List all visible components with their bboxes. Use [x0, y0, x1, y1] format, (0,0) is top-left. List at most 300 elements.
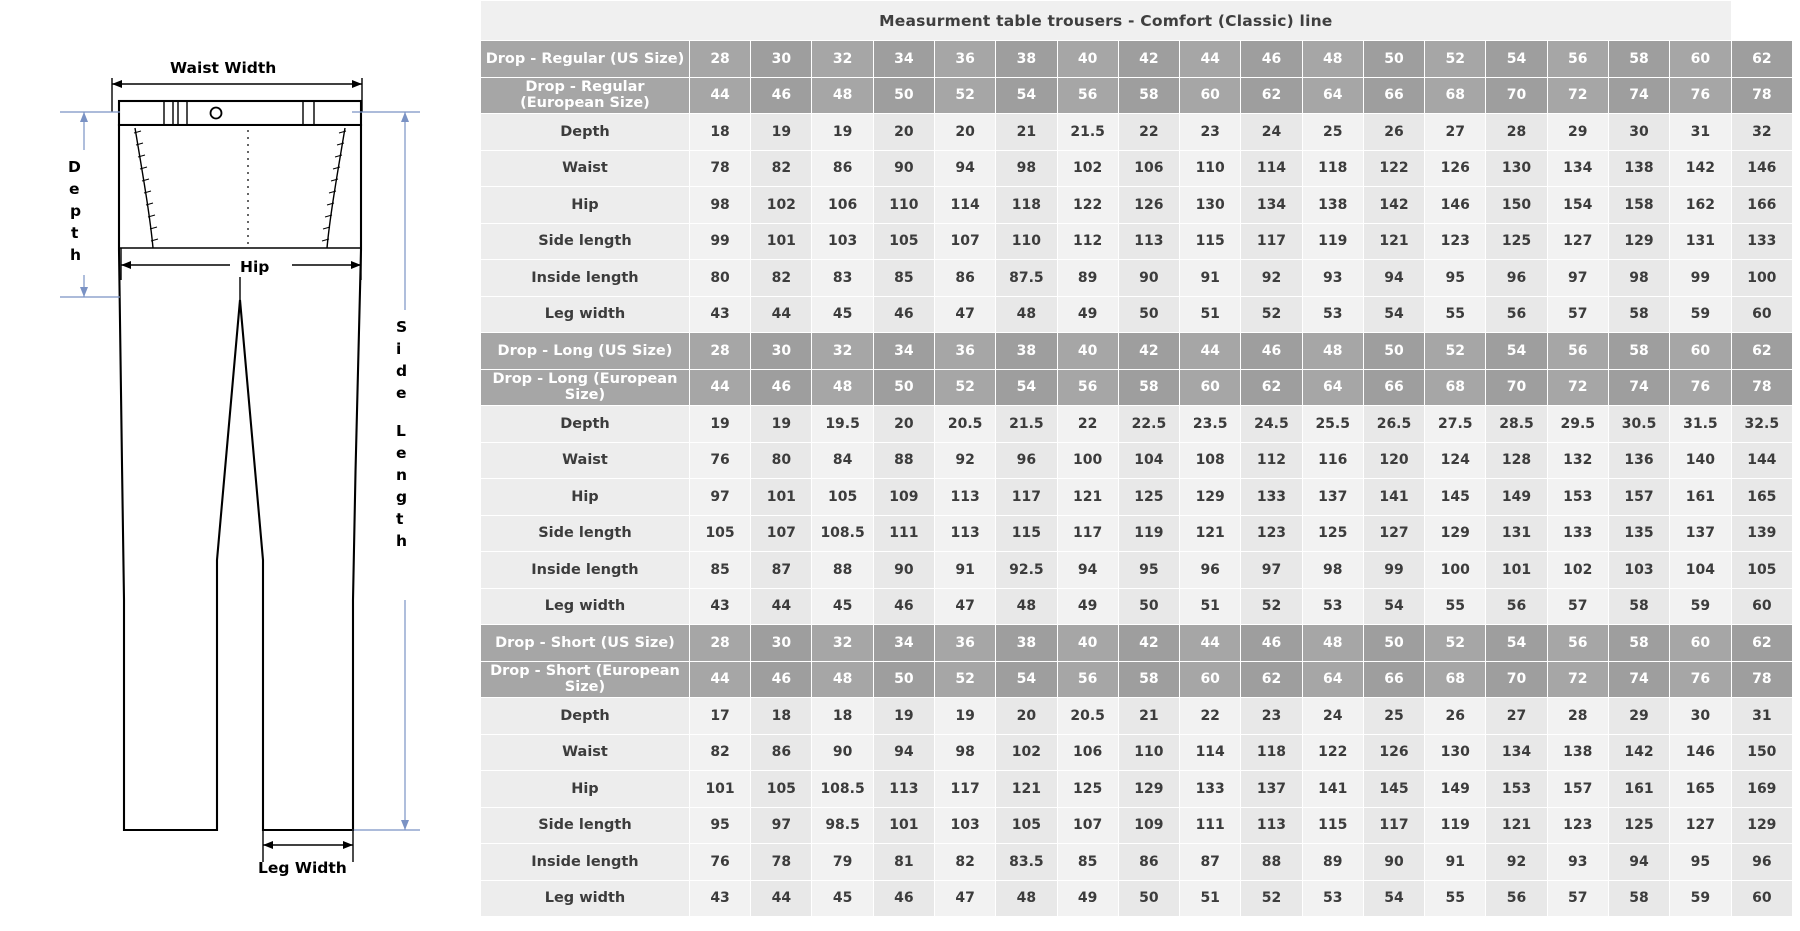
measurement-cell: 28	[689, 41, 750, 78]
measurement-cell: 57	[1547, 296, 1608, 333]
measurement-cell: 46	[873, 588, 934, 625]
measurement-cell: 125	[1486, 223, 1547, 260]
measurement-cell: 28.5	[1486, 406, 1547, 443]
measurement-cell: 142	[1608, 734, 1669, 771]
measurement-cell: 74	[1608, 369, 1669, 406]
measurement-cell: 125	[1608, 807, 1669, 844]
measurement-cell: 122	[1057, 187, 1118, 224]
measurement-row	[481, 260, 1793, 297]
measurement-cell: 117	[996, 479, 1057, 516]
measurement-cell: 103	[812, 223, 873, 260]
measurement-cell: 23	[1241, 698, 1302, 735]
measurement-cell: 30	[751, 333, 812, 370]
measurement-cell: 76	[1670, 661, 1731, 698]
measurement-cell: 58	[1118, 661, 1179, 698]
measurement-cell: 103	[934, 807, 995, 844]
measurement-row	[481, 223, 1793, 260]
measurement-cell: 85	[873, 260, 934, 297]
measurement-cell: 82	[751, 150, 812, 187]
measurement-cell: 78	[689, 150, 750, 187]
measurement-cell: 19.5	[812, 406, 873, 443]
measurement-cell: 95	[1425, 260, 1486, 297]
measurement-cell: 57	[1547, 588, 1608, 625]
measurement-cell: 138	[1608, 150, 1669, 187]
measurement-cell: 49	[1057, 296, 1118, 333]
measurement-cell: 106	[1057, 734, 1118, 771]
svg-text:e: e	[69, 180, 80, 198]
measurement-cell: 18	[689, 114, 750, 151]
measurement-row	[481, 515, 1793, 552]
svg-text:D: D	[68, 158, 81, 176]
measurement-cell: 106	[1118, 150, 1179, 187]
measurement-cell: 60	[1731, 296, 1792, 333]
measurement-cell: 59	[1670, 880, 1731, 917]
measurement-cell: 36	[934, 333, 995, 370]
measurement-cell: 146	[1670, 734, 1731, 771]
measurement-cell: 139	[1731, 515, 1792, 552]
measurement-cell: 59	[1670, 296, 1731, 333]
measurement-cell: 46	[751, 77, 812, 114]
measurement-cell: 51	[1180, 588, 1241, 625]
svg-text:h: h	[396, 532, 408, 550]
measurement-cell: 129	[1180, 479, 1241, 516]
measurement-cell: 21.5	[1057, 114, 1118, 151]
measurement-cell: 46	[1241, 333, 1302, 370]
size-header-row	[481, 41, 1793, 78]
measurement-cell: 113	[1241, 807, 1302, 844]
measurement-cell: 118	[996, 187, 1057, 224]
measurement-cell: 70	[1486, 369, 1547, 406]
row-label: Drop - Long (US Size)	[481, 333, 690, 370]
measurement-cell: 46	[1241, 625, 1302, 662]
measurement-cell: 101	[873, 807, 934, 844]
measurement-cell: 113	[934, 479, 995, 516]
measurement-cell: 48	[996, 296, 1057, 333]
measurement-row	[481, 552, 1793, 589]
measurement-cell: 48	[812, 77, 873, 114]
row-label: Drop - Short (European Size)	[481, 661, 690, 698]
measurement-cell: 22.5	[1118, 406, 1179, 443]
measurement-cell: 138	[1547, 734, 1608, 771]
measurement-row	[481, 187, 1793, 224]
measurement-cell: 60	[1180, 661, 1241, 698]
measurement-cell: 46	[873, 880, 934, 917]
measurement-cell: 29	[1547, 114, 1608, 151]
measurement-cell: 51	[1180, 296, 1241, 333]
measurement-cell: 52	[1241, 296, 1302, 333]
measurement-cell: 32.5	[1731, 406, 1792, 443]
measurement-cell: 62	[1731, 333, 1792, 370]
measurement-cell: 25.5	[1302, 406, 1363, 443]
measurement-cell: 60	[1180, 77, 1241, 114]
measurement-cell: 72	[1547, 369, 1608, 406]
trouser-body	[119, 125, 361, 830]
measurement-cell: 133	[1180, 771, 1241, 808]
measurement-cell: 24.5	[1241, 406, 1302, 443]
measurement-cell: 51	[1180, 880, 1241, 917]
measurement-cell: 28	[1486, 114, 1547, 151]
measurement-cell: 153	[1547, 479, 1608, 516]
measurement-cell: 127	[1670, 807, 1731, 844]
measurement-cell: 103	[1608, 552, 1669, 589]
measurement-cell: 54	[1486, 625, 1547, 662]
measurement-cell: 122	[1363, 150, 1424, 187]
measurement-cell: 98	[689, 187, 750, 224]
measurement-cell: 146	[1731, 150, 1792, 187]
measurement-cell: 53	[1302, 880, 1363, 917]
measurement-cell: 108.5	[812, 515, 873, 552]
measurement-cell: 93	[1547, 844, 1608, 881]
measurement-cell: 129	[1731, 807, 1792, 844]
measurement-cell: 30.5	[1608, 406, 1669, 443]
measurement-cell: 116	[1302, 442, 1363, 479]
measurement-cell: 70	[1486, 77, 1547, 114]
measurement-cell: 78	[1731, 369, 1792, 406]
svg-text:S: S	[396, 318, 408, 336]
measurement-cell: 20	[996, 698, 1057, 735]
measurement-cell: 95	[689, 807, 750, 844]
row-label: Drop - Short (US Size)	[481, 625, 690, 662]
measurement-row	[481, 771, 1793, 808]
measurement-cell: 36	[934, 41, 995, 78]
measurement-cell: 44	[751, 296, 812, 333]
svg-text:t: t	[396, 510, 404, 528]
measurement-cell: 131	[1486, 515, 1547, 552]
measurement-cell: 26	[1363, 114, 1424, 151]
measurement-cell: 109	[873, 479, 934, 516]
measurement-cell: 21	[1118, 698, 1179, 735]
measurement-cell: 121	[1180, 515, 1241, 552]
measurement-cell: 80	[689, 260, 750, 297]
measurement-cell: 113	[934, 515, 995, 552]
measurement-cell: 94	[934, 150, 995, 187]
measurement-cell: 34	[873, 41, 934, 78]
row-label: Depth	[481, 406, 690, 443]
measurement-row	[481, 296, 1793, 333]
measurement-cell: 123	[1425, 223, 1486, 260]
measurement-cell: 46	[751, 661, 812, 698]
measurement-cell: 32	[1731, 114, 1792, 151]
measurement-cell: 99	[689, 223, 750, 260]
svg-text:h: h	[70, 246, 82, 264]
measurement-cell: 133	[1241, 479, 1302, 516]
hip-label: Hip	[240, 258, 270, 276]
measurement-cell: 28	[1547, 698, 1608, 735]
measurement-cell: 44	[689, 661, 750, 698]
measurement-cell: 60	[1180, 369, 1241, 406]
measurement-cell: 50	[873, 369, 934, 406]
measurement-cell: 47	[934, 880, 995, 917]
measurement-cell: 31.5	[1670, 406, 1731, 443]
measurement-cell: 95	[1118, 552, 1179, 589]
measurement-cell: 50	[1118, 880, 1179, 917]
measurement-cell: 20	[934, 114, 995, 151]
row-label: Depth	[481, 698, 690, 735]
measurement-cell: 87.5	[996, 260, 1057, 297]
measurement-cell: 106	[812, 187, 873, 224]
measurement-cell: 70	[1486, 661, 1547, 698]
measurement-cell: 109	[1118, 807, 1179, 844]
measurement-cell: 85	[1057, 844, 1118, 881]
trouser-diagram	[0, 0, 480, 931]
measurement-cell: 20	[873, 114, 934, 151]
measurement-cell: 129	[1608, 223, 1669, 260]
measurement-cell: 54	[996, 661, 1057, 698]
measurement-cell: 123	[1241, 515, 1302, 552]
measurement-cell: 126	[1363, 734, 1424, 771]
measurement-cell: 62	[1241, 77, 1302, 114]
measurement-cell: 86	[934, 260, 995, 297]
measurement-cell: 105	[689, 515, 750, 552]
measurement-cell: 44	[1180, 333, 1241, 370]
measurement-cell: 22	[1057, 406, 1118, 443]
svg-text:e: e	[396, 384, 407, 402]
measurement-row	[481, 588, 1793, 625]
measurement-cell: 36	[934, 625, 995, 662]
measurement-cell: 169	[1731, 771, 1792, 808]
measurement-cell: 38	[996, 333, 1057, 370]
measurement-cell: 112	[1057, 223, 1118, 260]
measurement-cell: 78	[751, 844, 812, 881]
measurement-cell: 97	[1241, 552, 1302, 589]
measurement-cell: 55	[1425, 588, 1486, 625]
measurement-table	[480, 0, 1793, 917]
measurement-cell: 56	[1547, 625, 1608, 662]
measurement-cell: 54	[996, 77, 1057, 114]
measurement-cell: 52	[1425, 41, 1486, 78]
measurement-cell: 128	[1486, 442, 1547, 479]
measurement-cell: 20.5	[934, 406, 995, 443]
measurement-cell: 133	[1731, 223, 1792, 260]
row-label: Leg width	[481, 880, 690, 917]
measurement-cell: 18	[751, 698, 812, 735]
measurement-cell: 92.5	[996, 552, 1057, 589]
measurement-cell: 141	[1363, 479, 1424, 516]
measurement-cell: 54	[1363, 880, 1424, 917]
measurement-cell: 86	[812, 150, 873, 187]
measurement-cell: 48	[812, 661, 873, 698]
measurement-cell: 46	[751, 369, 812, 406]
svg-text:L: L	[396, 422, 406, 440]
measurement-cell: 129	[1425, 515, 1486, 552]
measurement-cell: 43	[689, 880, 750, 917]
size-header-row	[481, 369, 1793, 406]
measurement-cell: 102	[1547, 552, 1608, 589]
measurement-cell: 25	[1363, 698, 1424, 735]
measurement-cell: 19	[934, 698, 995, 735]
measurement-cell: 27	[1425, 114, 1486, 151]
measurement-cell: 72	[1547, 661, 1608, 698]
measurement-cell: 149	[1425, 771, 1486, 808]
measurement-table-pane	[480, 0, 1800, 931]
measurement-cell: 45	[812, 588, 873, 625]
measurement-cell: 22	[1180, 698, 1241, 735]
measurement-cell: 94	[873, 734, 934, 771]
measurement-cell: 66	[1363, 77, 1424, 114]
measurement-cell: 64	[1302, 77, 1363, 114]
measurement-cell: 30	[751, 625, 812, 662]
measurement-cell: 82	[751, 260, 812, 297]
measurement-cell: 127	[1363, 515, 1424, 552]
row-label: Inside length	[481, 260, 690, 297]
measurement-cell: 53	[1302, 296, 1363, 333]
measurement-cell: 114	[1241, 150, 1302, 187]
waist-width-label: Waist Width	[170, 59, 277, 77]
measurement-cell: 56	[1057, 77, 1118, 114]
measurement-cell: 58	[1608, 41, 1669, 78]
measurement-cell: 57	[1547, 880, 1608, 917]
measurement-cell: 62	[1241, 661, 1302, 698]
table-title-spacer	[1731, 1, 1792, 41]
measurement-cell: 38	[996, 41, 1057, 78]
measurement-cell: 130	[1486, 150, 1547, 187]
measurement-row	[481, 698, 1793, 735]
measurement-cell: 79	[812, 844, 873, 881]
measurement-cell: 165	[1670, 771, 1731, 808]
measurement-cell: 48	[1302, 333, 1363, 370]
measurement-cell: 29.5	[1547, 406, 1608, 443]
measurement-cell: 88	[873, 442, 934, 479]
depth-label	[68, 158, 81, 264]
measurement-cell: 60	[1670, 333, 1731, 370]
measurement-cell: 94	[1057, 552, 1118, 589]
measurement-cell: 48	[996, 880, 1057, 917]
measurement-cell: 19	[751, 406, 812, 443]
measurement-cell: 145	[1363, 771, 1424, 808]
measurement-cell: 86	[1118, 844, 1179, 881]
measurement-cell: 50	[1363, 625, 1424, 662]
measurement-cell: 74	[1608, 661, 1669, 698]
measurement-cell: 29	[1608, 698, 1669, 735]
measurement-cell: 94	[1608, 844, 1669, 881]
measurement-cell: 158	[1608, 187, 1669, 224]
measurement-cell: 118	[1241, 734, 1302, 771]
measurement-cell: 89	[1057, 260, 1118, 297]
measurement-cell: 165	[1731, 479, 1792, 516]
measurement-cell: 99	[1363, 552, 1424, 589]
measurement-cell: 121	[1486, 807, 1547, 844]
measurement-cell: 104	[1670, 552, 1731, 589]
measurement-cell: 50	[1118, 296, 1179, 333]
measurement-cell: 47	[934, 296, 995, 333]
measurement-cell: 27.5	[1425, 406, 1486, 443]
measurement-cell: 102	[1057, 150, 1118, 187]
measurement-cell: 48	[996, 588, 1057, 625]
measurement-cell: 115	[1180, 223, 1241, 260]
measurement-cell: 107	[934, 223, 995, 260]
measurement-cell: 95	[1670, 844, 1731, 881]
measurement-cell: 25	[1302, 114, 1363, 151]
row-label: Side length	[481, 223, 690, 260]
measurement-cell: 46	[1241, 41, 1302, 78]
measurement-cell: 134	[1547, 150, 1608, 187]
measurement-cell: 19	[812, 114, 873, 151]
measurement-cell: 110	[996, 223, 1057, 260]
measurement-cell: 86	[751, 734, 812, 771]
measurement-cell: 20	[873, 406, 934, 443]
row-label: Leg width	[481, 296, 690, 333]
measurement-cell: 84	[812, 442, 873, 479]
measurement-cell: 54	[1486, 333, 1547, 370]
measurement-row	[481, 114, 1793, 151]
measurement-cell: 31	[1731, 698, 1792, 735]
measurement-cell: 49	[1057, 588, 1118, 625]
measurement-cell: 154	[1547, 187, 1608, 224]
measurement-cell: 96	[996, 442, 1057, 479]
measurement-cell: 42	[1118, 41, 1179, 78]
measurement-cell: 150	[1486, 187, 1547, 224]
measurement-cell: 60	[1731, 880, 1792, 917]
measurement-cell: 74	[1608, 77, 1669, 114]
measurement-cell: 54	[1486, 41, 1547, 78]
measurement-cell: 56	[1486, 880, 1547, 917]
measurement-cell: 48	[812, 369, 873, 406]
measurement-cell: 87	[1180, 844, 1241, 881]
measurement-cell: 100	[1731, 260, 1792, 297]
measurement-cell: 38	[996, 625, 1057, 662]
measurement-cell: 136	[1608, 442, 1669, 479]
measurement-cell: 59	[1670, 588, 1731, 625]
row-label: Waist	[481, 442, 690, 479]
measurement-cell: 64	[1302, 369, 1363, 406]
row-label: Drop - Long (European Size)	[481, 369, 690, 406]
table-title-row	[481, 1, 1793, 41]
row-label: Drop - Regular (European Size)	[481, 77, 690, 114]
measurement-cell: 150	[1731, 734, 1792, 771]
measurement-cell: 119	[1425, 807, 1486, 844]
measurement-cell: 107	[1057, 807, 1118, 844]
measurement-cell: 105	[751, 771, 812, 808]
measurement-row	[481, 150, 1793, 187]
measurement-cell: 64	[1302, 661, 1363, 698]
measurement-cell: 135	[1608, 515, 1669, 552]
svg-text:t: t	[71, 224, 79, 242]
measurement-cell: 97	[1547, 260, 1608, 297]
measurement-cell: 43	[689, 588, 750, 625]
measurement-cell: 58	[1608, 296, 1669, 333]
measurement-cell: 54	[996, 369, 1057, 406]
measurement-cell: 125	[1118, 479, 1179, 516]
measurement-cell: 149	[1486, 479, 1547, 516]
measurement-cell: 118	[1302, 150, 1363, 187]
measurement-cell: 133	[1547, 515, 1608, 552]
measurement-cell: 108.5	[812, 771, 873, 808]
measurement-cell: 97	[751, 807, 812, 844]
measurement-cell: 101	[751, 223, 812, 260]
measurement-cell: 117	[934, 771, 995, 808]
measurement-cell: 83.5	[996, 844, 1057, 881]
measurement-cell: 142	[1363, 187, 1424, 224]
measurement-cell: 17	[689, 698, 750, 735]
measurement-cell: 19	[751, 114, 812, 151]
measurement-cell: 105	[1731, 552, 1792, 589]
measurement-cell: 94	[1363, 260, 1424, 297]
measurement-cell: 166	[1731, 187, 1792, 224]
measurement-cell: 102	[751, 187, 812, 224]
measurement-cell: 62	[1731, 41, 1792, 78]
measurement-cell: 54	[1363, 588, 1424, 625]
measurement-cell: 50	[873, 661, 934, 698]
measurement-cell: 76	[689, 844, 750, 881]
measurement-cell: 58	[1608, 880, 1669, 917]
measurement-cell: 58	[1608, 588, 1669, 625]
measurement-cell: 52	[934, 77, 995, 114]
measurement-cell: 110	[1118, 734, 1179, 771]
measurement-cell: 76	[689, 442, 750, 479]
measurement-cell: 50	[1118, 588, 1179, 625]
measurement-cell: 24	[1302, 698, 1363, 735]
row-label: Leg width	[481, 588, 690, 625]
